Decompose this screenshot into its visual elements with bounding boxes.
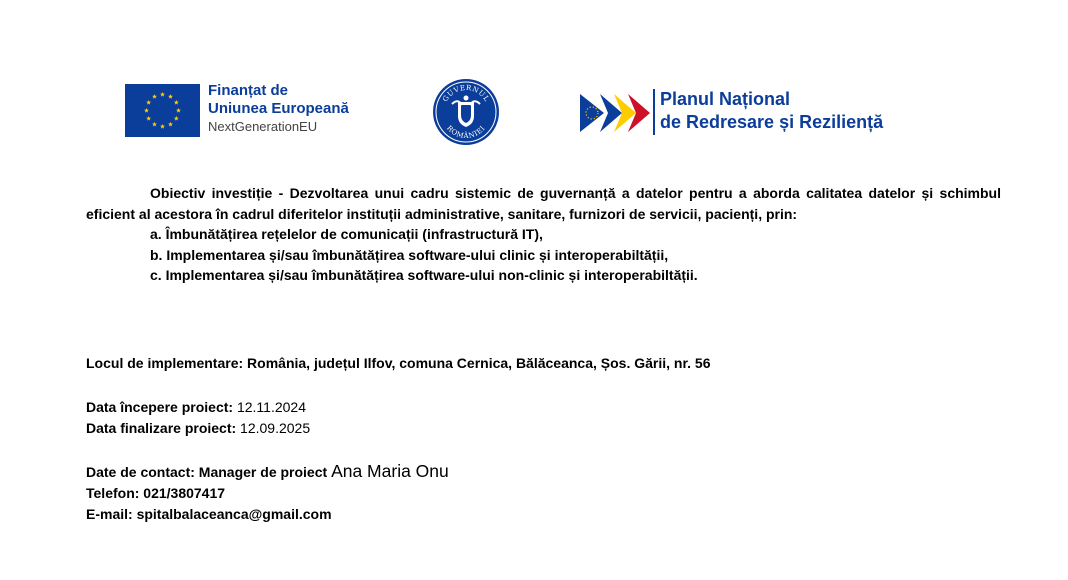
start-date-value: 12.11.2024: [236, 399, 306, 415]
manager-name: Ana Maria Onu: [331, 461, 449, 481]
eu-star-icon: [144, 108, 149, 113]
contact-email: E-mail: spitalbalaceanca@gmail.com: [86, 506, 332, 522]
objective-item-a: a. Îmbunătățirea rețelelor de comunicații (infrastructură IT),: [150, 226, 543, 242]
eu-logo-line1: Finanțat de: [208, 82, 289, 99]
svg-text:GUVERNUL: GUVERNUL: [441, 83, 491, 104]
location-label: Locul de implementare:: [86, 355, 244, 371]
start-date-label: Data începere proiect:: [86, 399, 234, 415]
contact-label: Date de contact: Manager de proiect: [86, 464, 328, 480]
eu-star-icon: [168, 94, 173, 99]
eu-funding-logo: [125, 84, 355, 142]
pnrr-logo: [580, 86, 910, 140]
objective-paragraph: Obiectiv investiție - Dezvoltarea unui cadru sistemic de guvernanță a datelor pentru a aborda calitatea datelor și schimbul eficient al acestora în cadrul diferitelor instituții administrative, sanitare, furnizori de servicii, pacienți, prin:: [86, 185, 1001, 222]
project-dates: [86, 397, 310, 439]
eu-flag-icon: [125, 84, 200, 137]
contact-phone: Telefon: 021/3807417: [86, 485, 226, 501]
objective-section: [86, 183, 1001, 286]
eu-logo-line2: Uniunea Europeană: [208, 100, 349, 117]
eu-star-icon: [160, 92, 165, 97]
location-line: [86, 353, 711, 374]
eu-star-icon: [176, 108, 181, 113]
end-date-label: Data finalizare proiect:: [86, 420, 237, 436]
eu-star-icon: [160, 124, 165, 129]
eu-star-icon: [174, 116, 179, 121]
end-date-value: 12.09.2025: [240, 420, 311, 436]
pnrr-logo-line2: de Redresare și Reziliență: [660, 112, 884, 132]
eu-star-icon: [168, 122, 173, 127]
eu-star-icon: [152, 122, 157, 127]
pnrr-logo-line1: Planul Național: [660, 89, 791, 109]
objective-item-c: c. Implementarea și/sau îmbunătățirea software-ului non-clinic și interoperabiltății.: [150, 267, 698, 283]
svg-text:ROMÂNIEI: ROMÂNIEI: [445, 124, 487, 141]
romanian-government-seal-icon: [432, 78, 500, 146]
location-value: România, județul Ilfov, comuna Cernica, Bălăceanca, Șos. Gării, nr. 56: [247, 355, 711, 371]
pnrr-arrows-icon: [580, 90, 652, 136]
eu-logo-line3: NextGenerationEU: [208, 119, 318, 134]
objective-list: [86, 224, 1001, 286]
header-logos: [0, 0, 1068, 160]
eu-star-icon: [174, 100, 179, 105]
eu-star-icon: [152, 94, 157, 99]
pnrr-divider: [653, 89, 655, 135]
objective-item-b: b. Implementarea și/sau îmbunătățirea software-ului clinic și interoperabiltății,: [150, 246, 669, 263]
eu-star-icon: [146, 116, 151, 121]
contact-section: [86, 461, 449, 525]
eu-star-icon: [146, 100, 151, 105]
